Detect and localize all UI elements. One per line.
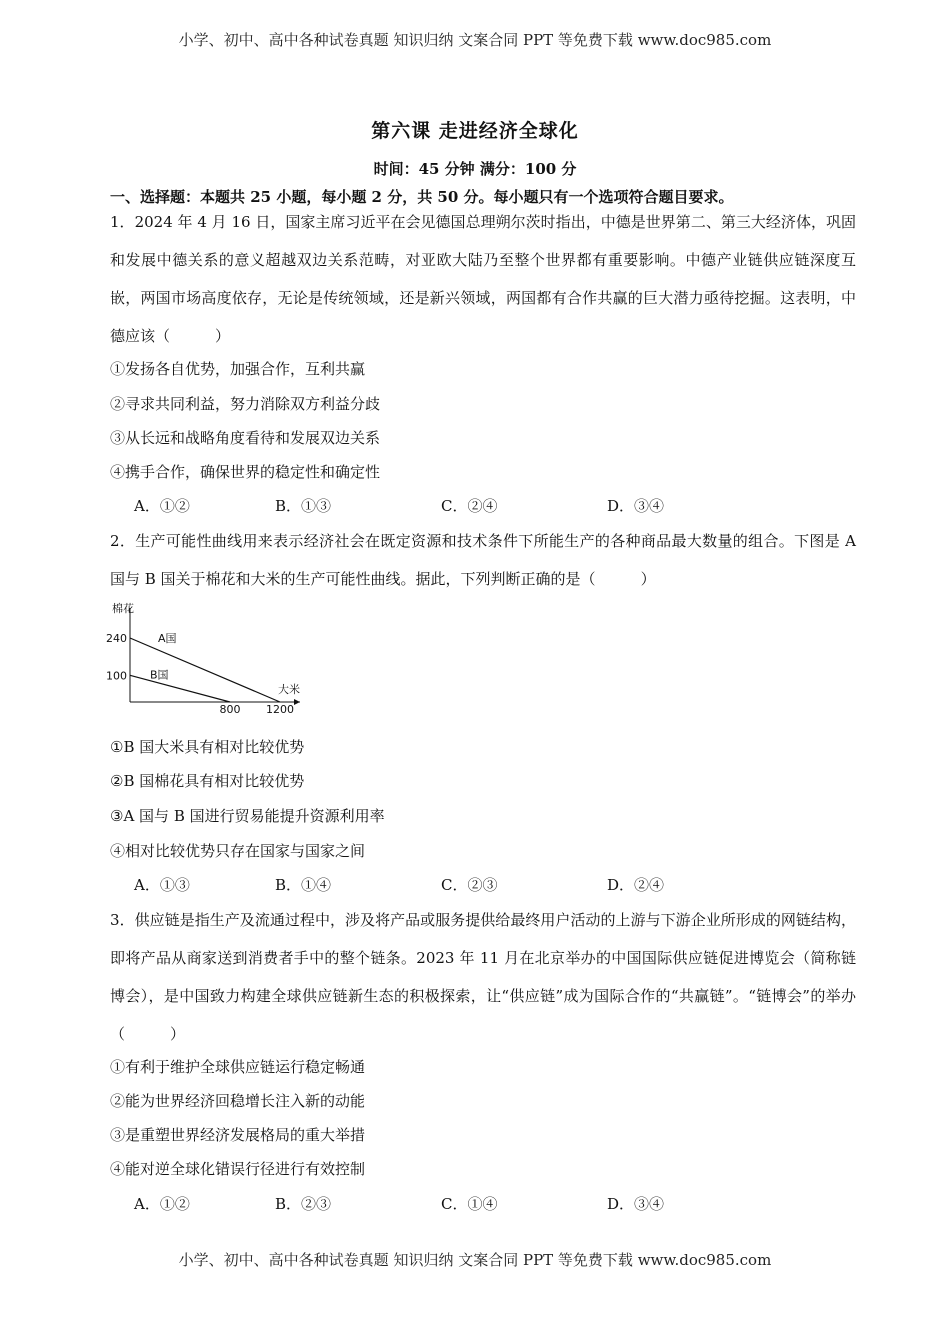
section-heading: 一、选择题：本题共 25 小题，每小题 2 分，共 50 分。每小题只有一个选项符合题目要求。 — [110, 188, 734, 206]
question-3-options — [134, 1193, 834, 1215]
question-3-item-2: ②能为世界经济回稳增长注入新的动能 — [110, 1092, 366, 1110]
question-3-stem: 3．供应链是指生产及流通过程中，涉及将产品或服务提供给最终用户活动的上游与下游企业所形成的网链结构，即将产品从商家送到消费者手中的整个链条。2023 年 11 月在北京举办的中国国际供应链促进博览会（简称链博会），是中国致力构建全球供应链新生态的积极探索，让“供应链”成为国际合作的“共赢链”。“链博会”的举办（ ） — [110, 911, 856, 1043]
question-1-stem: 1．2024 年 4 月 16 日，国家主席习近平在会见德国总理朔尔茨时指出，中德是世界第二、第三大经济体，巩固和发展中德关系的意义超越双边关系范畴，对亚欧大陆乃至整个世界都有重要影响。中德产业链供应链深度互嵌，两国市场高度依存，无论是传统领域，还是新兴领域，两国都有合作共赢的巨大潜力亟待挖掘。这表明，中德应该（ ） — [110, 213, 856, 345]
question-1-item-1: ①发扬各自优势，加强合作，互利共赢 — [110, 360, 366, 378]
question-2-option-a[interactable]: A．①③ — [134, 876, 190, 894]
question-2-option-d[interactable]: D．②④ — [607, 876, 665, 894]
question-1-option-d[interactable]: D．③④ — [607, 497, 665, 515]
series-a-label: A国 — [158, 632, 177, 645]
page-subtitle: 时间：45 分钟 满分：100 分 — [373, 160, 577, 178]
page-footer: 小学、初中、高中各种试卷真题 知识归纳 文案合同 PPT 等免费下载 www.doc985.com — [178, 1251, 772, 1269]
question-1-option-a[interactable]: A．①② — [134, 497, 190, 515]
x-axis-label: 大米 — [278, 683, 300, 696]
question-2-stem: 2．生产可能性曲线用来表示经济社会在既定资源和技术条件下所能生产的各种商品最大数量的组合。下图是 A 国与 B 国关于棉花和大米的生产可能性曲线。据此，下列判断正确的是（ ） — [110, 532, 856, 588]
question-2-option-c[interactable]: C．②③ — [441, 876, 498, 894]
question-2-item-4: ④相对比较优势只存在国家与国家之间 — [110, 842, 366, 860]
y-tick-label: 100 — [106, 669, 127, 683]
question-2-item-1: ①B 国大米具有相对比较优势 — [110, 738, 305, 756]
question-1-option-c[interactable]: C．②④ — [441, 497, 498, 515]
series-b-label: B国 — [150, 668, 169, 682]
question-2-item-2: ②B 国棉花具有相对比较优势 — [110, 772, 305, 790]
page-header: 小学、初中、高中各种试卷真题 知识归纳 文案合同 PPT 等免费下载 www.doc985.com — [178, 31, 772, 49]
series-b-line — [130, 675, 230, 702]
question-3-item-4: ④能对逆全球化错误行径进行有效控制 — [110, 1160, 366, 1178]
question-1-item-4: ④携手合作，确保世界的稳定性和确定性 — [110, 463, 381, 481]
question-1-options — [134, 495, 834, 517]
question-3-option-a[interactable]: A．①② — [134, 1195, 190, 1213]
y-axis-label: 棉花 — [112, 602, 134, 615]
question-2-options — [134, 874, 834, 896]
x-tick-label: 1200 — [266, 703, 294, 716]
y-tick-label: 240 — [106, 632, 127, 645]
question-1-option-b[interactable]: B．①③ — [275, 497, 332, 515]
question-3-item-1: ①有利于维护全球供应链运行稳定畅通 — [110, 1058, 366, 1076]
question-3-option-d[interactable]: D．③④ — [607, 1195, 665, 1213]
question-2-option-b[interactable]: B．①④ — [275, 876, 332, 894]
question-1-item-3: ③从长远和战略角度看待和发展双边关系 — [110, 429, 381, 447]
production-possibility-chart — [106, 600, 310, 720]
x-tick-label: 800 — [219, 703, 241, 716]
x-axis-arrow-icon — [294, 699, 300, 705]
question-3-option-b[interactable]: B．②③ — [275, 1195, 332, 1213]
question-3-item-3: ③是重塑世界经济发展格局的重大举措 — [110, 1126, 366, 1144]
page-title: 第六课 走进经济全球化 — [371, 120, 579, 142]
question-3-option-c[interactable]: C．①④ — [441, 1195, 498, 1213]
question-2-item-3: ③A 国与 B 国进行贸易能提升资源利用率 — [110, 807, 385, 825]
question-1-item-2: ②寻求共同利益，努力消除双方利益分歧 — [110, 395, 381, 413]
